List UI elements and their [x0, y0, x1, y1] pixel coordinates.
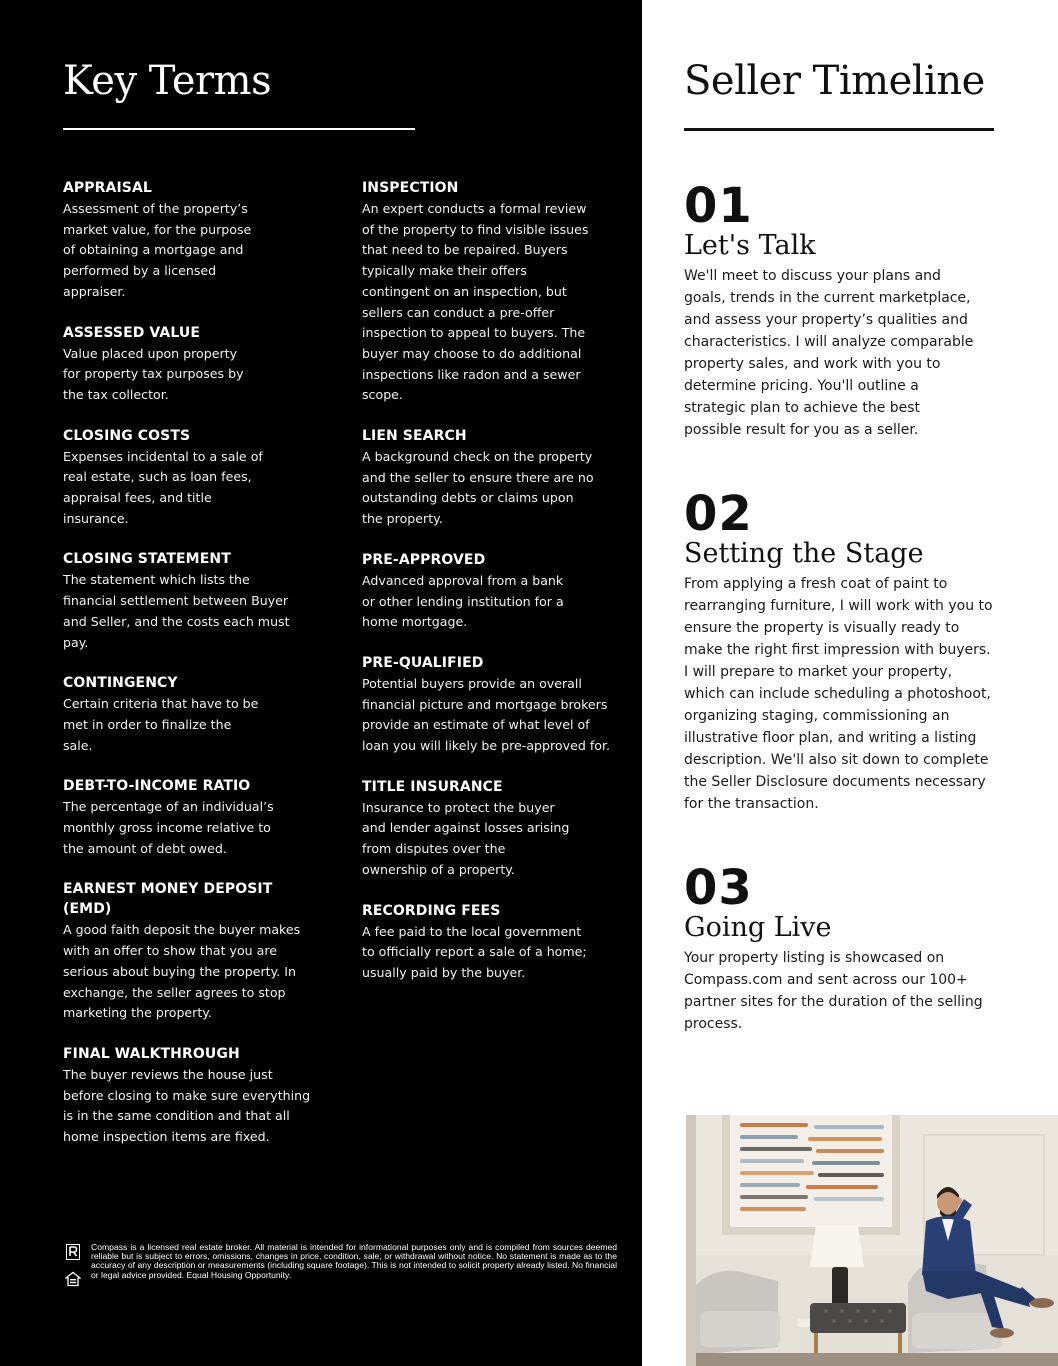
agent-photo-illustration	[686, 1115, 1058, 1366]
term-lien-search	[362, 426, 622, 530]
term-definition: A fee paid to the local government to officially report a sale of a home; usually paid by the buyer.	[362, 923, 587, 980]
term-name: FINAL WALKTHROUGH	[63, 1045, 240, 1062]
timeline-step-3	[684, 862, 1004, 1035]
step-description: From applying a fresh coat of paint to rearranging furniture, I will work with you to ensure the property is visually ready to make the right first impression with buyers. I will prepare to market your property, which can include scheduling a photoshoot, organizing staging, commissioning an illustrative floor plan, and writing a listing description. We'll also sit down to complete the Seller Disclosure documents necessary for the transaction.	[684, 576, 993, 812]
term-title-insurance	[362, 777, 622, 881]
term-definition: Potential buyers provide an overall financial picture and mortgage brokers provide an estimate of what level of loan you will likely be pre-approved for.	[362, 675, 610, 754]
step-title: Setting the Stage	[684, 538, 924, 569]
term-definition: Insurance to protect the buyer and lender against losses arising from disputes over the ownership of a property.	[362, 799, 570, 877]
term-closing-statement	[63, 549, 323, 653]
seller-timeline-rule	[684, 128, 994, 131]
term-name: APPRAISAL	[63, 180, 152, 196]
term-name: CONTINGENCY	[63, 675, 178, 692]
term-closing-costs	[63, 426, 323, 530]
term-pre-qualified	[362, 653, 622, 757]
term-definition: The percentage of an individual’s monthly gross income relative to the amount of debt owed.	[63, 799, 274, 856]
term-name: INSPECTION	[362, 180, 459, 196]
disclaimer-text: Compass is a licensed real estate broker. All material is intended for informational purposes only and is compiled from sources deemed reliable but is subject to errors, omissions, changes in price, condition, sale, or withdrawal without notice. No statement is made as to the accuracy of any description or measurements (including square footage). This is not intended to solicit property already listed. No financial or legal advice provided. Equal Housing Opportunity.	[91, 1242, 617, 1280]
disclaimer-icons	[65, 1243, 81, 1292]
term-pre-approved	[362, 550, 622, 633]
equal-housing-icon	[65, 1271, 81, 1292]
term-definition: The buyer reviews the house just before closing to make sure everything is in the same condition and that all home inspection items are fixed.	[63, 1066, 311, 1145]
timeline-step-1	[684, 180, 1004, 441]
term-definition: The statement which lists the financial settlement between Buyer and Seller, and the costs each must pay.	[63, 572, 290, 650]
terms-column-2	[362, 178, 622, 1004]
term-name: CLOSING STATEMENT	[63, 551, 231, 568]
term-name: TITLE INSURANCE	[362, 778, 503, 795]
key-terms-rule	[63, 128, 415, 130]
term-definition: A good faith deposit the buyer makes with an offer to show that you are serious about buying the property. In exchange, the seller agrees to stop marketing the property.	[63, 922, 301, 1021]
step-description: Your property listing is showcased on Compass.com and sent across our 100+ partner sites for the duration of the selling process.	[684, 950, 983, 1032]
term-name: DEBT-TO-INCOME RATIO	[63, 778, 251, 795]
term-definition: Assessment of the property’s market value, for the purpose of obtaining a mortgage and performed by a licensed appraiser.	[63, 201, 252, 299]
term-definition: A background check on the property and the seller to ensure there are no outstanding debts or claims upon the property.	[362, 449, 594, 527]
term-earnest-money	[63, 879, 323, 1024]
term-name: RECORDING FEES	[362, 902, 501, 919]
step-title: Going Live	[684, 912, 832, 943]
term-definition: Value placed upon property for property tax purposes by the tax collector.	[63, 345, 244, 402]
term-definition: Certain criteria that have to be met in order to finalize the sale.	[63, 696, 259, 753]
key-terms-title: Key Terms	[63, 58, 272, 104]
term-name: PRE-APPROVED	[362, 551, 486, 568]
agent-photo	[686, 1115, 1058, 1366]
term-definition: An expert conducts a formal review of the property to find visible issues that need to be repaired. Buyers typically make their offers contingent on an inspection, but sellers can conduct a pre-offer inspection to appeal to buyers. The buyer may choose to do additional inspections like radon and a sewer scope.	[362, 201, 589, 403]
realtor-icon	[66, 1244, 80, 1265]
term-name: PRE-QUALIFIED	[362, 654, 484, 671]
term-name: ASSESSED VALUE	[63, 324, 201, 341]
term-name: CLOSING COSTS	[63, 427, 191, 444]
step-number: 02	[684, 486, 753, 542]
term-definition: Advanced approval from a bank or other lending institution for a home mortgage.	[362, 572, 564, 630]
term-final-walkthrough	[63, 1044, 323, 1148]
step-number: 03	[684, 860, 753, 916]
term-definition: Expenses incidental to a sale of real estate, such as loan fees, appraisal fees, and title insurance.	[63, 448, 263, 526]
step-description: We'll meet to discuss your plans and goals, trends in the current marketplace, and assess your property’s qualities and characteristics. I will analyze comparable property sales, and work with you to determine pricing. You'll outline a strategic plan to achieve the best possible result for you as a seller.	[684, 268, 974, 438]
term-assessed-value	[63, 323, 323, 406]
term-contingency	[63, 673, 323, 756]
step-number: 01	[684, 178, 753, 234]
step-title: Let's Talk	[684, 230, 816, 261]
timeline-step-2	[684, 488, 1004, 815]
legal-disclaimer	[65, 1243, 617, 1292]
seller-timeline-title: Seller Timeline	[684, 58, 985, 104]
term-recording-fees	[362, 901, 622, 984]
term-debt-to-income	[63, 776, 323, 859]
terms-column-1	[63, 178, 323, 1168]
term-name: EARNEST MONEY DEPOSIT (EMD)	[63, 881, 273, 918]
term-inspection	[362, 178, 622, 406]
term-appraisal	[63, 178, 323, 303]
term-name: LIEN SEARCH	[362, 428, 467, 445]
